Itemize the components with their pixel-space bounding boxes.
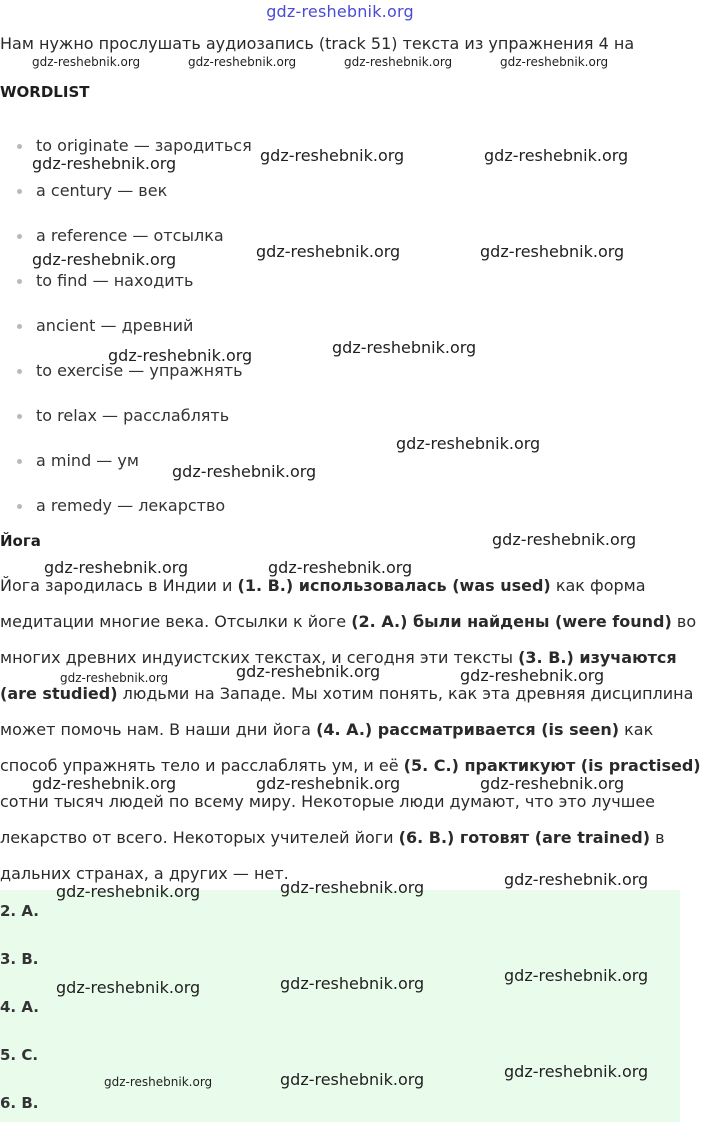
watermark: gdz-reshebnik.org [256, 774, 401, 793]
paragraph-line [0, 573, 680, 609]
wordlist-item: to exercise — упражнять [0, 361, 252, 406]
watermark: gdz-reshebnik.org [44, 558, 189, 577]
watermark: gdz-reshebnik.org [504, 870, 649, 889]
wordlist-heading: WORDLIST [0, 83, 90, 101]
paragraph-line [0, 681, 694, 717]
wordlist-item: a reference — отсылка [0, 226, 252, 271]
watermark: gdz-reshebnik.org [56, 882, 201, 901]
bullet-icon [17, 459, 22, 464]
bullet-icon [17, 144, 22, 149]
wordlist-item: a remedy — лекарство [0, 496, 252, 541]
watermark: gdz-reshebnik.org [504, 966, 649, 985]
watermark: gdz-reshebnik.org [256, 242, 401, 261]
watermark: gdz-reshebnik.org [260, 146, 405, 165]
watermark: gdz-reshebnik.org [480, 774, 625, 793]
watermark: gdz-reshebnik.org [32, 154, 177, 173]
paragraph-text: дальних странах, а других — нет. [0, 864, 289, 883]
wordlist-item: ancient — древний [0, 316, 252, 361]
watermark: gdz-reshebnik.org [56, 978, 201, 997]
watermark: gdz-reshebnik.org [332, 338, 477, 357]
paragraph-line [0, 825, 680, 861]
wordlist-item: to originate — зародиться [0, 136, 252, 181]
watermark: gdz-reshebnik.org [460, 666, 605, 685]
answer-highlight: (2. A.) были найдены (were found) [351, 612, 672, 631]
paragraph-line [0, 789, 680, 825]
paragraph-text: людьми на Западе. Мы хотим понять, как эта древняя дисциплина [117, 684, 694, 703]
watermark: gdz-reshebnik.org [60, 671, 169, 685]
watermark: gdz-reshebnik.org [104, 1075, 213, 1089]
bullet-icon [17, 414, 22, 419]
wordlist-item: a mind — ум [0, 451, 252, 496]
answer-highlight: (4. A.) рассматривается (is seen) [316, 720, 620, 739]
paragraph-text: как [619, 720, 654, 739]
answer-highlight: (6. B.) готовят (are trained) [398, 828, 651, 847]
answer-highlight: (1. B.) использовалась (was used) [237, 576, 551, 595]
watermark: gdz-reshebnik.org [108, 346, 253, 365]
paragraph-text: Йога зародилась в Индии и [0, 576, 238, 595]
paragraph-text: как форма [550, 576, 646, 595]
watermark: gdz-reshebnik.org [500, 55, 609, 69]
paragraph-line [0, 717, 680, 753]
intro-text: Нам нужно прослушать аудиозапись (track 51) текста из упражнения 4 на [0, 34, 635, 53]
answer-highlight: (are studied) [0, 684, 118, 703]
watermark: gdz-reshebnik.org [188, 55, 297, 69]
bullet-icon [17, 324, 22, 329]
paragraph-text: способ упражнять тело и расслаблять ум, и её [0, 756, 404, 775]
watermark: gdz-reshebnik.org [480, 242, 625, 261]
bullet-icon [17, 279, 22, 284]
watermark: gdz-reshebnik.org [280, 878, 425, 897]
wordlist-item: a century — век [0, 181, 252, 226]
watermark: gdz-reshebnik.org [236, 662, 381, 681]
text-paragraph [0, 573, 701, 897]
watermark: gdz-reshebnik.org [32, 774, 177, 793]
watermark: gdz-reshebnik.org [396, 434, 541, 453]
answer-item: 5. C. [0, 1046, 39, 1064]
bullet-icon [17, 234, 22, 239]
paragraph-line [0, 609, 697, 645]
answer-item: 4. A. [0, 998, 39, 1016]
paragraph-text: в [650, 828, 665, 847]
wordlist-item: to find — находить [0, 271, 252, 316]
watermark: gdz-reshebnik.org [32, 55, 141, 69]
text-title: Йога [0, 532, 41, 550]
paragraph-text: лекарство от всего. Некоторых учителей йоги [0, 828, 399, 847]
bullet-icon [17, 369, 22, 374]
paragraph-text: во [671, 612, 697, 631]
watermark: gdz-reshebnik.org [280, 1070, 425, 1089]
watermark: gdz-reshebnik.org [280, 974, 425, 993]
wordlist-item: to relax — расслаблять [0, 406, 252, 451]
bullet-icon [17, 504, 22, 509]
watermark: gdz-reshebnik.org [484, 146, 629, 165]
paragraph-text: медитации многие века. Отсылки к йоге [0, 612, 352, 631]
paragraph-text: сотни тысяч людей по всему миру. Некоторые люди думают, что это лучшее [0, 792, 656, 811]
watermark: gdz-reshebnik.org [504, 1062, 649, 1081]
watermark: gdz-reshebnik.org [32, 250, 177, 269]
bullet-icon [17, 189, 22, 194]
answer-item: 6. B. [0, 1094, 39, 1112]
paragraph-text: многих древних индуистских текстах, и сегодня эти тексты [0, 648, 519, 667]
watermark: gdz-reshebnik.org [172, 462, 317, 481]
watermark: gdz-reshebnik.org [268, 558, 413, 577]
answer-highlight: (3. B.) изучаются [518, 648, 677, 667]
answer-highlight: (5. C.) практикуют (is practised) [403, 756, 701, 775]
watermark: gdz-reshebnik.org [344, 55, 453, 69]
answer-item: 2. A. [0, 902, 39, 920]
site-watermark-header: gdz-reshebnik.org [266, 2, 414, 21]
paragraph-text: может помочь нам. В наши дни йога [0, 720, 317, 739]
answer-item: 3. B. [0, 950, 39, 968]
watermark: gdz-reshebnik.org [492, 530, 637, 549]
